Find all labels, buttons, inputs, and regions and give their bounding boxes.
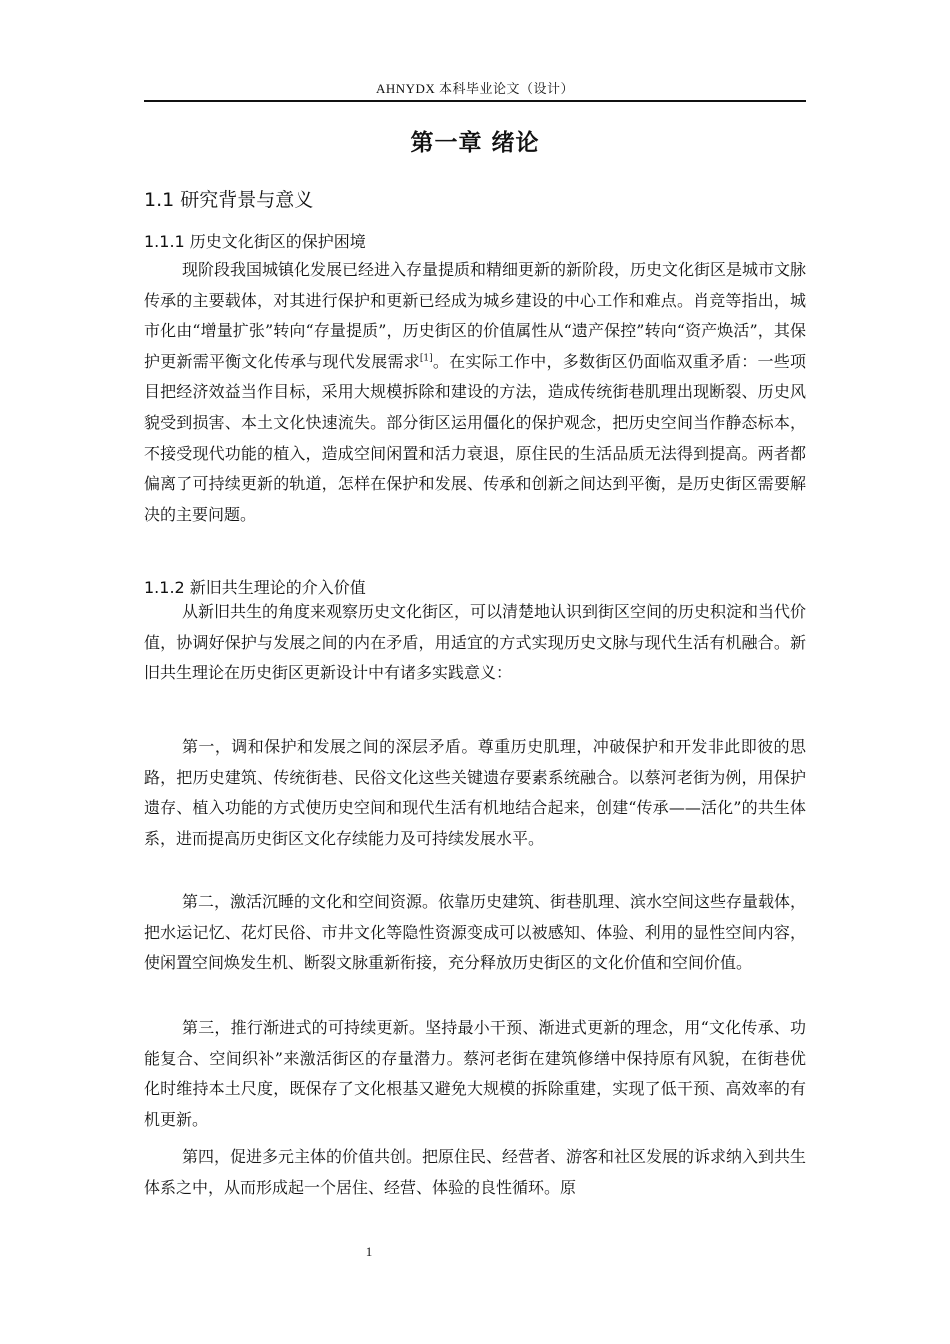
paragraph-text: 现阶段我国城镇化发展已经进入存量提质和精细更新的新阶段，历史文化街区是城市文脉传承的主要载体，对其进行保护和更新已经成为城乡建设的中心工作和难点。肖竞等指出，城市化由“增量扩张”转向“存量提质”，历史街区的价值属性从“遗产保控”转向“资产焕活”，其保护更新需平衡文化传承与现代发展需求: [144, 260, 807, 371]
running-header: AHNYDX 本科毕业论文（设计）: [375, 81, 575, 96]
paragraph-1-1-1: [144, 255, 806, 530]
paragraph-point-3: 第三，推行渐进式的可持续更新。坚持最小干预、渐进式更新的理念，用“文化传承、功能复合、空间织补”来激活街区的存量潜力。蔡河老街在建筑修缮中保持原有风貌，在街巷优化时维持本土尺度，既保存了文化根基又避免大规模的拆除重建，实现了低干预、高效率的有机更新。: [144, 1018, 806, 1129]
header-rule: [144, 100, 806, 102]
subsection-title-1-1-2: 1.1.2 新旧共生理论的介入价值: [144, 578, 366, 597]
paragraph-point-2: 第二，激活沉睡的文化和空间资源。依靠历史建筑、街巷肌理、滨水空间这些存量载体，把水运记忆、花灯民俗、市井文化等隐性资源变成可以被感知、体验、利用的显性空间内容，使闲置空间焕发生机、断裂文脉重新衔接，充分释放历史街区的文化价值和空间价值。: [144, 892, 807, 973]
paragraph-intro: 从新旧共生的角度来观察历史文化街区，可以清楚地认识到街区空间的历史积淀和当代价值，协调好保护与发展之间的内在矛盾，用适宜的方式实现历史文脉与现代生活有机融合。新旧共生理论在历史街区更新设计中有诸多实践意义：: [144, 602, 807, 683]
paragraph-text: 。在实际工作中，多数街区仍面临双重矛盾：一些项目把经济效益当作目标，采用大规模拆除和建设的方法，造成传统街巷肌理出现断裂、历史风貌受到损害、本土文化快速流失。部分街区运用僵化的保护观念，把历史空间当作静态标本，不接受现代功能的植入，造成空间闲置和活力衰退，原住民的生活品质无法得到提高。两者都偏离了可持续更新的轨道，怎样在保护和发展、传承和创新之间达到平衡，是历史街区需要解决的主要问题。: [144, 351, 806, 524]
paragraph-point-4: 第四，促进多元主体的价值共创。把原住民、经营者、游客和社区发展的诉求纳入到共生体系之中，从而形成起一个居住、经营、体验的良性循环。原: [144, 1147, 807, 1197]
chapter-title: 第一章 绪论: [410, 130, 540, 156]
page-number: 1: [365, 1244, 373, 1259]
paragraph-point-1: 第一，调和保护和发展之间的深层矛盾。尊重历史肌理，冲破保护和开发非此即彼的思路，把历史建筑、传统街巷、民俗文化这些关键遗存要素系统融合。以蔡河老街为例，用保护遗存、植入功能的方式使历史空间和现代生活有机地结合起来，创建“传承——活化”的共生体系，进而提高历史街区文化存续能力及可持续发展水平。: [144, 737, 806, 848]
citation-ref: [1]: [419, 353, 433, 364]
section-title-1-1: 1.1 研究背景与意义: [144, 189, 314, 211]
subsection-title-1-1-1: 1.1.1 历史文化街区的保护困境: [144, 232, 366, 251]
